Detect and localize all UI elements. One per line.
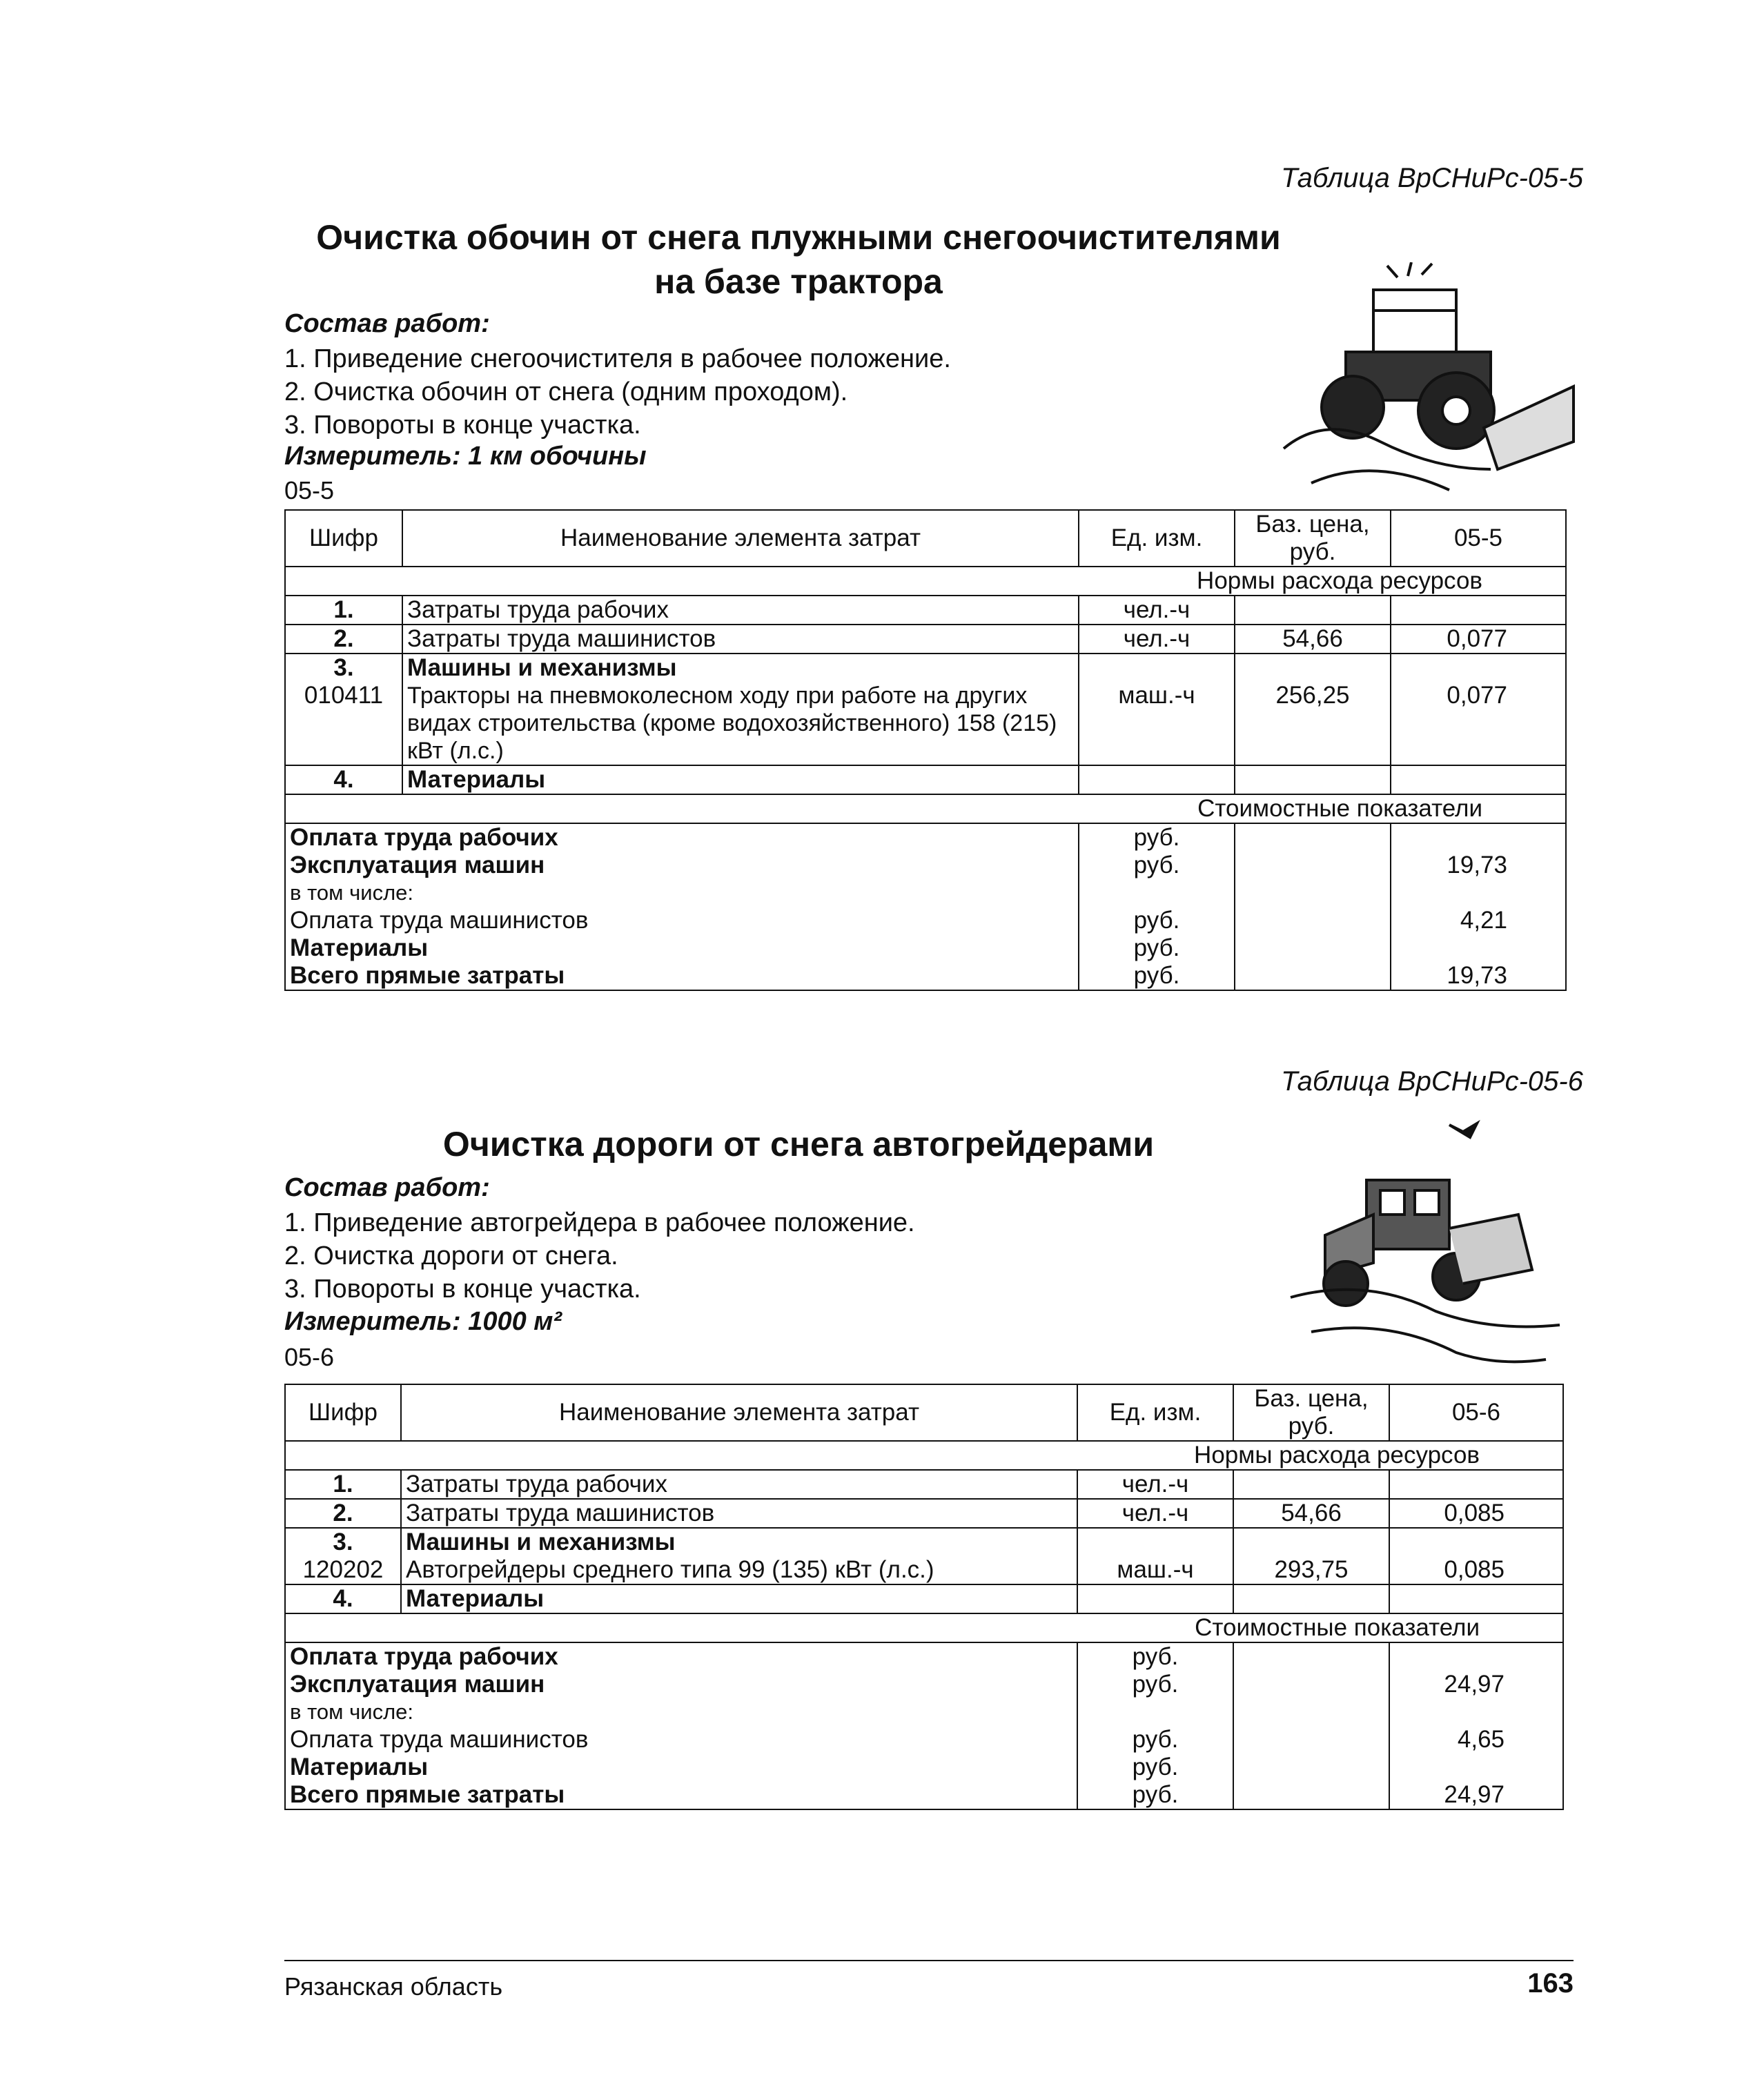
cost-name: Оплата труда машинистов (285, 907, 1079, 934)
row-unit: чел.-ч (1077, 1499, 1233, 1528)
footer-divider (284, 1960, 1574, 1961)
header-price: Баз. цена, руб. (1235, 510, 1391, 567)
work-step: 2. Очистка обочин от снега (одним проходом). (284, 377, 848, 406)
cost-row (285, 852, 1566, 879)
cost-value (1391, 879, 1566, 907)
work-step: 2. Очистка дороги от снега. (284, 1241, 618, 1270)
header-price: Баз. цена, руб. (1233, 1384, 1389, 1441)
header-unit: Ед. изм. (1079, 510, 1235, 567)
table-row (285, 1584, 1563, 1613)
header-cipher: Шифр (285, 510, 402, 567)
cost-row (285, 1698, 1563, 1726)
row-name: Материалы (402, 765, 1079, 794)
cost-unit: руб. (1079, 823, 1235, 852)
cost-name: Оплата труда машинистов (285, 1726, 1077, 1754)
row-name: Машины и механизмы (401, 1528, 1077, 1556)
row-name: Затраты труда машинистов (402, 625, 1079, 654)
row-num: 4. (285, 765, 402, 794)
cost-unit: руб. (1079, 852, 1235, 879)
cost-row (285, 934, 1566, 962)
row-price: 54,66 (1233, 1499, 1389, 1528)
row-name: Тракторы на пневмоколесном ходу при работе на других видах строительства (кроме водохозяйственного) 158 (215) кВт (л.с.) (402, 682, 1079, 765)
cost-name: Всего прямые затраты (285, 1781, 1077, 1809)
cost-value: 19,73 (1391, 962, 1566, 990)
cost-row (285, 1642, 1563, 1671)
page-number: 163 (1527, 1968, 1574, 1998)
cost-unit: руб. (1077, 1754, 1233, 1781)
cost-value: 24,97 (1389, 1671, 1563, 1698)
tractor-snowplow-icon (1270, 262, 1587, 511)
section-title: Очистка дороги от снега автогрейдерами (442, 1125, 1155, 1163)
table-caption: Таблица ВрСНиРс-05-5 (1281, 163, 1583, 193)
row-num: 3. (285, 654, 402, 682)
row-name: Машины и механизмы (402, 654, 1079, 682)
cost-unit (1077, 1698, 1233, 1726)
table-row (285, 765, 1566, 794)
cost-row (285, 907, 1566, 934)
row-name: Затраты труда рабочих (402, 596, 1079, 625)
table-row (285, 1556, 1563, 1584)
header-name: Наименование элемента затрат (401, 1384, 1077, 1441)
cost-row (285, 1726, 1563, 1754)
row-name: Автогрейдеры среднего типа 99 (135) кВт (л.с.) (401, 1556, 1077, 1584)
row-unit: чел.-ч (1077, 1470, 1233, 1499)
cost-value: 24,97 (1389, 1781, 1563, 1809)
header-unit: Ед. изм. (1077, 1384, 1233, 1441)
row-value: 0,085 (1389, 1556, 1563, 1584)
cost-name: Оплата труда рабочих (285, 1642, 1077, 1671)
norms-table (284, 509, 1567, 991)
composition-label: Состав работ: (284, 1173, 490, 1202)
row-num: 1. (285, 596, 402, 625)
cost-unit: руб. (1077, 1642, 1233, 1671)
cost-unit: руб. (1077, 1726, 1233, 1754)
table-caption: Таблица ВрСНиРс-05-6 (1281, 1066, 1583, 1097)
header-name: Наименование элемента затрат (402, 510, 1079, 567)
row-name: Материалы (401, 1584, 1077, 1613)
row-price: 293,75 (1233, 1556, 1389, 1584)
cost-value (1391, 823, 1566, 852)
row-name: Затраты труда машинистов (401, 1499, 1077, 1528)
row-unit: маш.-ч (1077, 1556, 1233, 1584)
grader-snowplow-icon (1284, 1118, 1574, 1373)
header-cipher: Шифр (285, 1384, 401, 1441)
table-row (285, 1528, 1563, 1556)
section-title-line2: на базе трактора (654, 262, 943, 301)
cost-row (285, 1781, 1563, 1809)
cost-name: в том числе: (285, 879, 1079, 907)
row-price (1235, 596, 1391, 625)
footer-region: Рязанская область (284, 1972, 503, 2001)
row-num: 4. (285, 1584, 401, 1613)
meter-label: Измеритель: 1000 м² (284, 1307, 562, 1336)
table-row (285, 1470, 1563, 1499)
norm-code: 05-5 (284, 476, 335, 504)
row-num: 2. (285, 1499, 401, 1528)
cost-name: Эксплуатация машин (285, 1671, 1077, 1698)
row-price: 54,66 (1235, 625, 1391, 654)
work-step: 1. Приведение автогрейдера в рабочее положение. (284, 1208, 915, 1237)
cost-unit: руб. (1079, 962, 1235, 990)
cost-name: Оплата труда рабочих (285, 823, 1079, 852)
table-row (285, 1499, 1563, 1528)
norm-code: 05-6 (284, 1343, 335, 1371)
table-row (285, 596, 1566, 625)
cost-row (285, 1671, 1563, 1698)
cost-name: Материалы (285, 1754, 1077, 1781)
cost-value (1389, 1698, 1563, 1726)
cost-value: 19,73 (1391, 852, 1566, 879)
cost-unit (1079, 879, 1235, 907)
cost-row (285, 879, 1566, 907)
cost-section-label: Стоимостные показатели (285, 1613, 1563, 1642)
row-unit: чел.-ч (1079, 625, 1235, 654)
meter-label: Измеритель: 1 км обочины (284, 442, 647, 471)
cost-unit: руб. (1077, 1781, 1233, 1809)
work-step: 3. Повороты в конце участка. (284, 411, 641, 440)
cost-row (285, 962, 1566, 990)
norms-section-label: Нормы расхода ресурсов (285, 1441, 1563, 1470)
table-row (285, 682, 1566, 765)
row-name: Затраты труда рабочих (401, 1470, 1077, 1499)
work-step: 1. Приведение снегоочистителя в рабочее положение. (284, 344, 951, 373)
cost-unit: руб. (1079, 907, 1235, 934)
work-step: 3. Повороты в конце участка. (284, 1275, 641, 1304)
row-value (1391, 596, 1566, 625)
cost-value (1391, 934, 1566, 962)
row-price (1233, 1470, 1389, 1499)
row-num: 120202 (285, 1556, 401, 1584)
header-column-code: 05-6 (1389, 1384, 1563, 1441)
row-price: 256,25 (1235, 682, 1391, 765)
cost-value (1389, 1754, 1563, 1781)
row-value: 0,077 (1391, 682, 1566, 765)
cost-value (1389, 1642, 1563, 1671)
cost-name: Материалы (285, 934, 1079, 962)
cost-section-label: Стоимостные показатели (285, 794, 1566, 823)
row-num: 3. (285, 1528, 401, 1556)
cost-unit: руб. (1077, 1671, 1233, 1698)
row-value: 0,085 (1389, 1499, 1563, 1528)
norms-table (284, 1384, 1564, 1810)
row-num: 010411 (285, 682, 402, 765)
row-value (1389, 1470, 1563, 1499)
composition-label: Состав работ: (284, 309, 490, 338)
cost-name: Эксплуатация машин (285, 852, 1079, 879)
table-row (285, 625, 1566, 654)
header-column-code: 05-5 (1391, 510, 1566, 567)
row-value: 0,077 (1391, 625, 1566, 654)
cost-name: в том числе: (285, 1698, 1077, 1726)
cost-row (285, 823, 1566, 852)
section-title: Очистка обочин от снега плужными снегоочистителями (316, 218, 1281, 257)
row-unit: маш.-ч (1079, 682, 1235, 765)
cost-row (285, 1754, 1563, 1781)
row-unit: чел.-ч (1079, 596, 1235, 625)
norms-section-label: Нормы расхода ресурсов (285, 567, 1566, 596)
table-row (285, 654, 1566, 682)
row-num: 1. (285, 1470, 401, 1499)
cost-name: Всего прямые затраты (285, 962, 1079, 990)
cost-value: 4,65 (1389, 1726, 1563, 1754)
row-num: 2. (285, 625, 402, 654)
cost-unit: руб. (1079, 934, 1235, 962)
cost-value: 4,21 (1391, 907, 1566, 934)
